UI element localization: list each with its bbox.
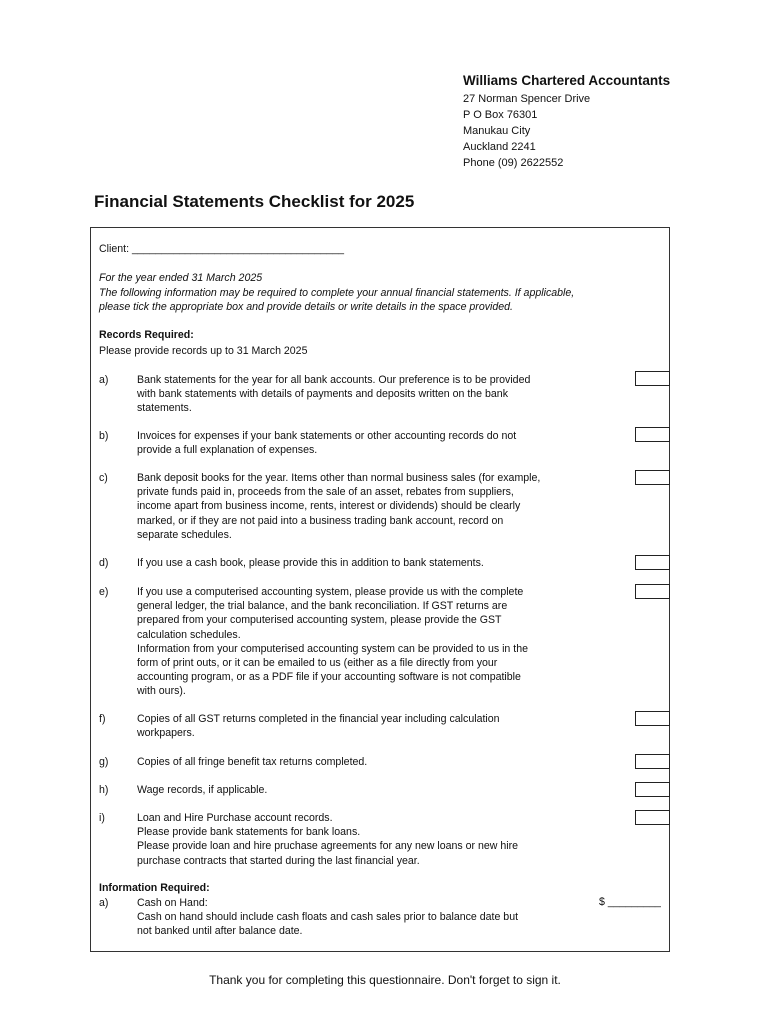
item-line: general ledger, the trial balance, and the bank reconciliation. If GST returns are bbox=[137, 600, 508, 613]
item-line: Cash on Hand: bbox=[137, 897, 208, 909]
item-letter: e) bbox=[99, 586, 109, 598]
firm-header bbox=[463, 72, 670, 171]
item-line: Loan and Hire Purchase account records. bbox=[137, 812, 333, 824]
list-item bbox=[137, 811, 597, 868]
item-line: purchase contracts that started during the last financial year. bbox=[137, 854, 420, 867]
checkbox-computerised-system[interactable] bbox=[635, 584, 670, 599]
list-item bbox=[137, 585, 597, 699]
checkbox-wage-records[interactable] bbox=[635, 782, 670, 797]
item-line: separate schedules. bbox=[137, 528, 232, 541]
item-line: Bank statements for the year for all bank accounts. Our preference is to be provided bbox=[137, 374, 531, 386]
checkbox-bank-statements[interactable] bbox=[635, 371, 670, 386]
list-item bbox=[137, 373, 597, 416]
item-letter: a) bbox=[99, 374, 109, 386]
item-line: If you use a computerised accounting system, please provide us with the complete bbox=[137, 586, 524, 598]
item-line: with bank statements with details of payments and deposits written on the bank bbox=[137, 388, 508, 401]
list-item bbox=[137, 783, 597, 797]
item-letter: d) bbox=[99, 557, 109, 569]
item-line: private funds paid in, proceeds from the sale of an asset, rebates from suppliers, bbox=[137, 486, 514, 499]
records-subheading: Please provide records up to 31 March 2025 bbox=[99, 345, 308, 357]
item-line: calculation schedules. bbox=[137, 628, 241, 641]
item-line: Wage records, if applicable. bbox=[137, 784, 268, 796]
item-letter: h) bbox=[99, 784, 109, 796]
checkbox-fbt-returns[interactable] bbox=[635, 754, 670, 769]
list-item bbox=[137, 755, 597, 769]
firm-phone: Phone (09) 2622552 bbox=[463, 157, 564, 169]
item-letter: g) bbox=[99, 756, 109, 768]
item-line: workpapers. bbox=[137, 727, 195, 740]
list-item bbox=[137, 556, 597, 570]
page-title: Financial Statements Checklist for 2025 bbox=[94, 192, 415, 211]
item-line: If you use a cash book, please provide this in addition to bank statements. bbox=[137, 557, 484, 569]
list-item bbox=[137, 429, 597, 457]
intro-text: The following information may be required to complete your annual financial statements. If applicable, bbox=[99, 287, 575, 299]
item-letter: a) bbox=[99, 897, 109, 909]
item-line: Please provide loan and hire pruchase agreements for any new loans or new hire bbox=[137, 840, 519, 853]
footer-note: Thank you for completing this questionnaire. Don't forget to sign it. bbox=[209, 973, 561, 987]
firm-address-line: Auckland 2241 bbox=[463, 141, 536, 153]
firm-address-line: Manukau City bbox=[463, 125, 531, 137]
item-line: not banked until after balance date. bbox=[137, 925, 303, 938]
item-letter: b) bbox=[99, 430, 109, 442]
list-item bbox=[137, 471, 597, 542]
item-line: accounting program, or as a PDF file if your accounting software is not compatible bbox=[137, 671, 521, 684]
intro-text: please tick the appropriate box and provide details or write details in the space provided. bbox=[99, 301, 513, 313]
item-line: marked, or if they are not paid into a business trading bank account, record on bbox=[137, 514, 504, 527]
cash-on-hand-amount-field[interactable]: $ _________ bbox=[599, 896, 661, 908]
list-item bbox=[137, 712, 597, 740]
item-letter: i) bbox=[99, 812, 105, 824]
checkbox-loan-records[interactable] bbox=[635, 810, 670, 825]
item-line: Invoices for expenses if your bank statements or other accounting records do not bbox=[137, 430, 517, 442]
item-line: Bank deposit books for the year. Items other than normal business sales (for example, bbox=[137, 472, 541, 484]
firm-address-line: 27 Norman Spencer Drive bbox=[463, 93, 591, 105]
firm-address-line: P O Box 76301 bbox=[463, 109, 538, 121]
checkbox-cash-book[interactable] bbox=[635, 555, 670, 570]
item-line: Copies of all GST returns completed in the financial year including calculation bbox=[137, 713, 500, 725]
checklist-box bbox=[90, 227, 670, 952]
item-line: Information from your computerised accounting system can be provided to us in the bbox=[137, 642, 528, 655]
item-line: Please provide bank statements for bank loans. bbox=[137, 826, 361, 839]
item-letter: c) bbox=[99, 472, 108, 484]
item-line: Cash on hand should include cash floats and cash sales prior to balance date but bbox=[137, 911, 519, 924]
intro-year: For the year ended 31 March 2025 bbox=[99, 272, 263, 284]
item-line: provide a full explanation of expenses. bbox=[137, 444, 318, 457]
checkbox-invoices[interactable] bbox=[635, 427, 670, 442]
firm-name: Williams Chartered Accountants bbox=[463, 73, 671, 88]
client-field[interactable]: Client: ____________________________________ bbox=[99, 243, 345, 255]
item-line: with ours). bbox=[137, 685, 186, 698]
information-heading: Information Required: bbox=[99, 882, 210, 894]
item-letter: f) bbox=[99, 713, 106, 725]
checkbox-deposit-books[interactable] bbox=[635, 470, 670, 485]
list-item bbox=[137, 896, 597, 939]
item-line: income apart from business income, rents, interest or dividends) should be clearly bbox=[137, 500, 521, 513]
item-line: statements. bbox=[137, 402, 192, 415]
checkbox-gst-returns[interactable] bbox=[635, 711, 670, 726]
item-line: form of print outs, or it can be emailed to us (either as a file directly from your bbox=[137, 657, 498, 670]
records-heading: Records Required: bbox=[99, 329, 194, 341]
item-line: prepared from your computerised accounting system, please provide the GST bbox=[137, 614, 502, 627]
item-line: Copies of all fringe benefit tax returns completed. bbox=[137, 756, 368, 768]
